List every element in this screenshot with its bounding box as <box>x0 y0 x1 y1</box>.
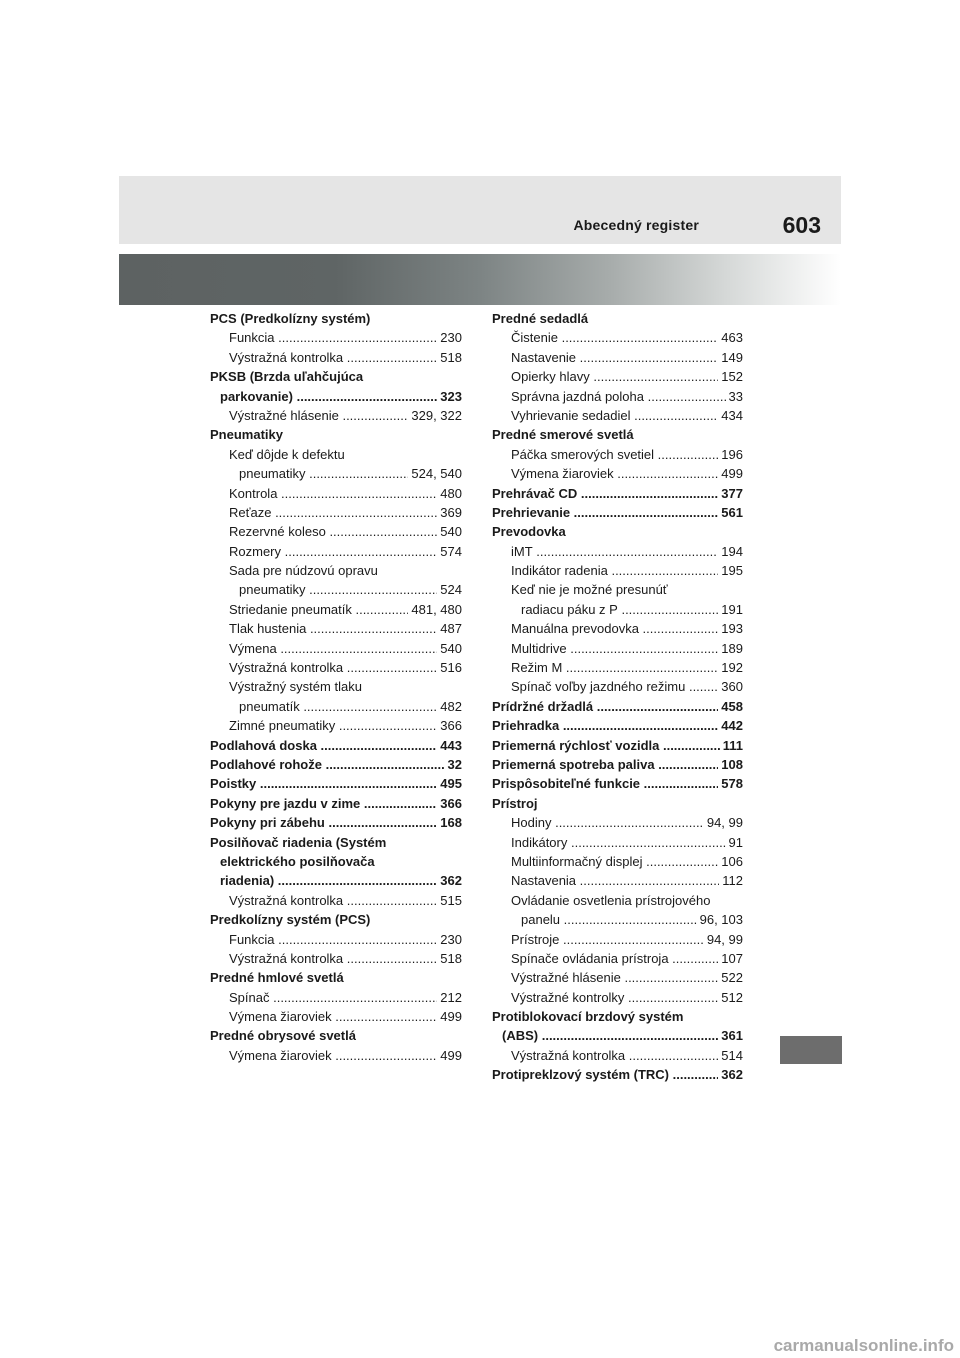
index-entry <box>210 367 462 386</box>
index-page-ref: 362 <box>437 871 462 890</box>
index-entry <box>492 968 743 987</box>
index-entry-text: Predné obrysové svetlá <box>210 1028 356 1044</box>
index-entry <box>492 387 743 406</box>
index-entry <box>210 464 462 483</box>
index-entry-text: Nastavenia <box>511 873 577 889</box>
index-entry <box>210 774 462 793</box>
index-entry-text: pneumatiky <box>239 582 306 598</box>
index-entry-text: Výmena žiaroviek <box>511 466 614 482</box>
index-page-ref: 152 <box>718 367 743 386</box>
index-column-right <box>492 309 743 1085</box>
index-entry-text: radiacu páku z P <box>521 601 618 617</box>
index-entry <box>492 988 743 1007</box>
index-page-ref: 495 <box>437 774 462 793</box>
index-page-ref: 481, 480 <box>408 600 462 619</box>
index-entry-text: Multidrive <box>511 640 567 656</box>
index-page-ref: 499 <box>437 1046 462 1065</box>
index-entry-text: Spínač voľby jazdného režimu <box>511 679 686 695</box>
index-entry <box>210 600 462 619</box>
index-entry <box>492 503 743 522</box>
index-entry <box>210 348 462 367</box>
index-entry <box>492 1007 743 1026</box>
index-entry <box>492 774 743 793</box>
index-entry-text: Výstražné hlásenie <box>511 970 621 986</box>
index-entry <box>492 406 743 425</box>
index-entry <box>210 833 462 852</box>
index-page-ref: 91 <box>726 833 743 852</box>
index-entry <box>210 503 462 522</box>
index-entry-text: Pokyny pri zábehu <box>210 815 325 831</box>
page-number: 603 <box>782 212 821 238</box>
index-entry-text: pneumatík <box>239 698 300 714</box>
index-page-ref: 96, 103 <box>697 910 743 929</box>
index-page-ref: 515 <box>437 891 462 910</box>
index-entry-text: Výmena žiaroviek <box>229 1009 332 1025</box>
index-entry <box>492 1026 743 1045</box>
index-entry <box>210 891 462 910</box>
index-page-ref: 561 <box>718 503 743 522</box>
index-entry-text: Predné hmlové svetlá <box>210 970 344 986</box>
index-entry-text: Výstražná kontrolka <box>229 892 344 908</box>
index-entry <box>210 755 462 774</box>
index-entry-text: Prevodovka <box>492 524 566 540</box>
index-entry-text: Kontrola <box>229 485 278 501</box>
index-entry-text: Zimné pneumatiky <box>229 718 336 734</box>
index-entry <box>210 871 462 890</box>
index-entry-text: Hodiny <box>511 815 552 831</box>
index-entry <box>210 309 462 328</box>
index-entry-text: Správna jazdná poloha <box>511 388 644 404</box>
index-page-ref: 329, 322 <box>408 406 462 425</box>
index-entry <box>210 328 462 347</box>
index-entry <box>492 484 743 503</box>
index-page-ref: 480 <box>437 484 462 503</box>
index-entry <box>210 736 462 755</box>
index-entry <box>210 794 462 813</box>
index-entry-text: Rozmery <box>229 543 282 559</box>
index-page-ref: 192 <box>718 658 743 677</box>
index-entry <box>210 484 462 503</box>
index-entry-text: Výstražné kontrolky <box>511 989 625 1005</box>
index-entry <box>210 619 462 638</box>
index-page-ref: 189 <box>718 639 743 658</box>
index-entry <box>492 445 743 464</box>
index-page-ref: 514 <box>718 1046 743 1065</box>
index-entry-text: panelu <box>521 912 561 928</box>
index-entry-text: Spínač <box>229 989 270 1005</box>
index-page-ref: 518 <box>437 949 462 968</box>
index-entry-text: Spínače ovládania prístroja <box>511 950 669 966</box>
index-entry-text: Tlak hustenia <box>229 621 307 637</box>
header-band <box>119 176 841 244</box>
index-entry-text: Nastavenie <box>511 349 577 365</box>
index-entry-text: Reťaze <box>229 504 272 520</box>
index-entry-text: Opierky hlavy <box>511 369 590 385</box>
index-entry-text: Pokyny pre jazdu v zime <box>210 795 361 811</box>
index-page-ref: 499 <box>437 1007 462 1026</box>
index-entry <box>210 852 462 871</box>
index-entry <box>492 716 743 735</box>
index-entry-text: Keď dôjde k defektu <box>229 446 345 462</box>
section-title: Abecedný register <box>573 217 699 233</box>
index-entry-text: Prehrávač CD <box>492 485 578 501</box>
index-entry <box>492 852 743 871</box>
index-entry-text: Posilňovač riadenia (Systém <box>210 834 387 850</box>
index-entry <box>492 833 743 852</box>
index-page-ref: 32 <box>445 755 462 774</box>
index-entry <box>210 445 462 464</box>
index-page-ref: 499 <box>718 464 743 483</box>
index-page-ref: 108 <box>718 755 743 774</box>
index-page-ref: 107 <box>718 949 743 968</box>
index-page-ref: 540 <box>437 639 462 658</box>
index-page-ref: 149 <box>718 348 743 367</box>
index-entry <box>492 949 743 968</box>
index-entry-text: Protipreklzový systém (TRC) <box>492 1067 669 1083</box>
index-entry-text: Podlahové rohože <box>210 756 322 772</box>
index-entry <box>210 425 462 444</box>
index-entry-text: Výstražná kontrolka <box>229 349 344 365</box>
index-entry-text: Výstražný systém tlaku <box>229 679 362 695</box>
index-page-ref: 524 <box>437 580 462 599</box>
index-column-left <box>210 309 462 1065</box>
index-page-ref: 230 <box>437 328 462 347</box>
index-entry <box>492 464 743 483</box>
index-entry-text: Poistky <box>210 776 257 792</box>
index-entry-text: Manuálna prevodovka <box>511 621 639 637</box>
index-page-ref: 522 <box>718 968 743 987</box>
index-entry <box>492 736 743 755</box>
index-entry <box>210 988 462 1007</box>
index-entry <box>210 716 462 735</box>
index-entry-text: Výstražné hlásenie <box>229 407 339 423</box>
index-entry <box>210 658 462 677</box>
index-entry-text: Prídržné držadlá <box>492 698 594 714</box>
index-entry-text: Keď nie je možné presunúť <box>511 582 668 598</box>
index-entry-text: parkovanie) <box>220 388 293 404</box>
index-page-ref: 361 <box>718 1026 743 1045</box>
index-entry <box>492 328 743 347</box>
index-entry <box>492 910 743 929</box>
index-page-ref: 487 <box>437 619 462 638</box>
index-entry <box>210 1007 462 1026</box>
index-entry-text: Indikátory <box>511 834 568 850</box>
index-entry <box>210 968 462 987</box>
decorative-gradient-band <box>119 254 841 305</box>
index-page-ref: 434 <box>718 406 743 425</box>
index-entry-text: Rezervné koleso <box>229 524 326 540</box>
index-entry <box>210 677 462 696</box>
index-entry <box>492 1046 743 1065</box>
index-entry-text: Vyhrievanie sedadiel <box>511 407 631 423</box>
index-page-ref: 194 <box>718 542 743 561</box>
index-page-ref: 323 <box>437 387 462 406</box>
index-entry <box>492 813 743 832</box>
index-entry-text: PCS (Predkolízny systém) <box>210 311 371 326</box>
index-page-ref: 524, 540 <box>408 464 462 483</box>
index-entry-text: Sada pre núdzovú opravu <box>229 563 378 579</box>
index-side-tab <box>780 1036 842 1064</box>
index-entry <box>210 949 462 968</box>
index-page-ref: 112 <box>719 871 743 890</box>
index-entry-text: Predkolízny systém (PCS) <box>210 912 371 928</box>
index-entry-text: Funkcia <box>229 330 275 346</box>
index-page-ref: 377 <box>718 484 743 503</box>
index-page-ref: 191 <box>718 600 743 619</box>
index-entry-text: Pneumatiky <box>210 427 283 443</box>
index-entry <box>492 755 743 774</box>
index-entry-text: Prístroje <box>511 931 560 947</box>
index-entry-text: Priehradka <box>492 718 560 734</box>
index-page-ref: 518 <box>437 348 462 367</box>
index-entry <box>210 1046 462 1065</box>
index-page-ref: 458 <box>718 697 743 716</box>
index-entry <box>210 813 462 832</box>
index-entry <box>492 697 743 716</box>
index-entry <box>210 1026 462 1045</box>
index-page-ref: 443 <box>437 736 462 755</box>
index-page-ref: 196 <box>718 445 743 464</box>
index-entry-text: Ovládanie osvetlenia prístrojového <box>511 892 711 908</box>
index-page-ref: 230 <box>437 930 462 949</box>
index-entry <box>210 387 462 406</box>
index-entry <box>210 930 462 949</box>
index-entry-text: Multiinformačný displej <box>511 853 643 869</box>
index-page-ref: 94, 99 <box>704 930 743 949</box>
index-entry <box>492 425 743 444</box>
index-entry-text: Priemerná rýchlosť vozidla <box>492 737 660 753</box>
index-entry <box>492 619 743 638</box>
index-entry-text: Prispôsobiteľné funkcie <box>492 776 641 792</box>
index-entry <box>492 580 743 599</box>
index-page-ref: 362 <box>718 1065 743 1084</box>
index-entry <box>492 639 743 658</box>
index-entry <box>492 600 743 619</box>
index-entry-text: Výmena žiaroviek <box>229 1047 332 1063</box>
index-entry <box>492 561 743 580</box>
index-page-ref: 360 <box>718 677 743 696</box>
index-page-ref: 94, 99 <box>704 813 743 832</box>
index-entry-text: Predné sedadlá <box>492 311 589 326</box>
index-page-ref: 442 <box>718 716 743 735</box>
index-page-ref: 33 <box>726 387 743 406</box>
index-entry-text: Predné smerové svetlá <box>492 427 634 443</box>
index-entry <box>492 542 743 561</box>
index-entry-text: Protiblokovací brzdový systém <box>492 1009 684 1025</box>
index-entry <box>492 658 743 677</box>
index-page-ref: 366 <box>437 716 462 735</box>
index-entry <box>492 930 743 949</box>
index-entry-text: Páčka smerových svetiel <box>511 446 655 462</box>
index-page-ref: 168 <box>437 813 462 832</box>
index-entry-text: Režim M <box>511 660 563 676</box>
index-entry <box>210 580 462 599</box>
index-page-ref: 516 <box>437 658 462 677</box>
index-page-ref: 366 <box>437 794 462 813</box>
index-entry <box>492 309 743 328</box>
index-entry <box>492 891 743 910</box>
index-entry <box>210 522 462 541</box>
index-entry-text: elektrického posilňovača <box>220 853 375 869</box>
index-entry-text: Podlahová doska <box>210 737 317 753</box>
index-entry-text: Indikátor radenia <box>511 563 608 579</box>
index-entry <box>492 1065 743 1084</box>
index-entry-text: Striedanie pneumatík <box>229 601 352 617</box>
index-entry <box>210 542 462 561</box>
index-entry-text: Prehrievanie <box>492 504 571 520</box>
index-page-ref: 574 <box>437 542 462 561</box>
index-entry-text: PKSB (Brzda uľahčujúca <box>210 369 364 385</box>
index-entry <box>492 348 743 367</box>
index-entry-text: Výstražná kontrolka <box>229 660 344 676</box>
index-entry-text: riadenia) <box>220 873 275 889</box>
index-page-ref: 578 <box>718 774 743 793</box>
index-page-ref: 193 <box>718 619 743 638</box>
index-entry <box>492 794 743 813</box>
index-entry-text: Funkcia <box>229 931 275 947</box>
index-entry-text: Výstražná kontrolka <box>511 1047 626 1063</box>
index-page-ref: 111 <box>720 736 743 755</box>
index-entry <box>210 697 462 716</box>
index-entry-text: Výmena <box>229 640 277 656</box>
index-page-ref: 540 <box>437 522 462 541</box>
index-entry-text: Čistenie <box>511 330 558 346</box>
index-entry-text: Výstražná kontrolka <box>229 950 344 966</box>
index-page-ref: 212 <box>437 988 462 1007</box>
index-page-ref: 369 <box>437 503 462 522</box>
index-page-ref: 463 <box>718 328 743 347</box>
index-entry <box>210 406 462 425</box>
index-entry-text: Prístroj <box>492 795 538 811</box>
index-entry <box>210 910 462 929</box>
index-entry-text: pneumatiky <box>239 466 306 482</box>
index-page-ref: 482 <box>437 697 462 716</box>
index-entry <box>492 871 743 890</box>
index-entry <box>492 367 743 386</box>
index-entry-text: (ABS) <box>502 1028 539 1044</box>
index-page-ref: 195 <box>718 561 743 580</box>
index-entry-text: Priemerná spotreba paliva <box>492 756 655 772</box>
index-entry <box>492 677 743 696</box>
index-entry-text: iMT <box>511 543 533 559</box>
index-page-ref: 512 <box>718 988 743 1007</box>
index-entry <box>210 639 462 658</box>
index-entry <box>492 522 743 541</box>
watermark: carmanualsonline.info <box>773 1336 954 1355</box>
index-page-ref: 106 <box>718 852 743 871</box>
index-entry <box>210 561 462 580</box>
